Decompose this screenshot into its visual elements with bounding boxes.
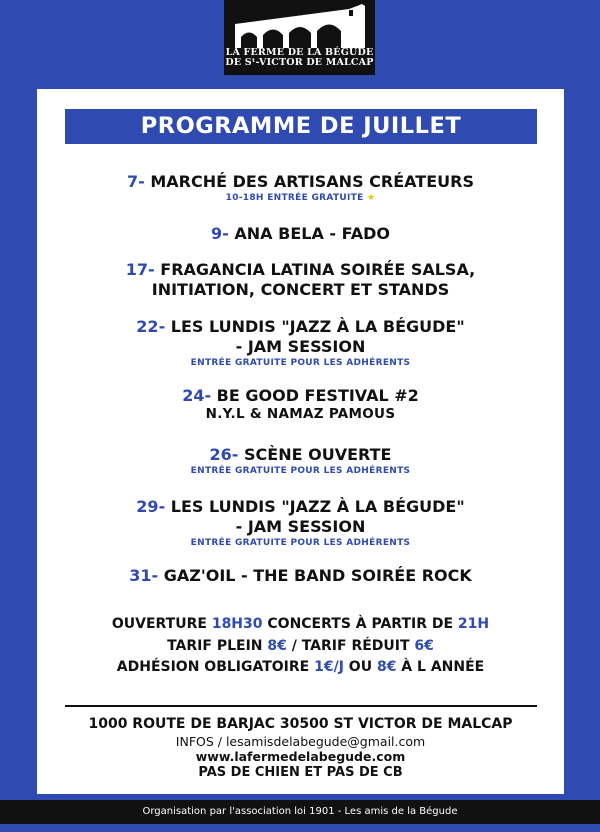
event-item [37, 260, 564, 300]
star-icon: ★ [366, 193, 376, 203]
event-subtitle: ENTRÉE GRATUITE POUR LES ADHÉRENTS [190, 466, 411, 476]
policy-note: PAS DE CHIEN ET PAS DE CB [198, 765, 403, 780]
event-title: GAZ'OIL - THE BAND SOIRÉE ROCK [163, 566, 472, 585]
event-date: 24- [182, 386, 212, 405]
event-item [37, 172, 564, 204]
event-date: 9- [211, 224, 229, 243]
event-subtitle: ENTRÉE GRATUITE POUR LES ADHÉRENTS [190, 358, 411, 368]
email-info[interactable]: INFOS / lesamisdelabegude@gmail.com [175, 734, 426, 749]
divider [65, 705, 537, 707]
event-title: BE GOOD FESTIVAL #2 [216, 386, 419, 405]
footer: Organisation par l'association loi 1901 - Les amis de la Bégude [0, 800, 600, 824]
event-subtitle: ENTRÉE GRATUITE POUR LES ADHÉRENTS [190, 538, 411, 548]
event-date: 7- [127, 172, 145, 191]
event-title: SCÈNE OUVERTE [244, 445, 392, 464]
event-item [37, 445, 564, 477]
event-item [37, 497, 564, 549]
opening-hours: OUVERTURE 18H30 CONCERTS À PARTIR DE 21H [111, 616, 490, 632]
event-item [37, 566, 564, 586]
logo-line-1: LA FERME DE LA BÉGUDE [225, 47, 374, 58]
logo-line-2: DE Sᵗ-VICTOR DE MALCAP [225, 57, 374, 68]
address-block [37, 715, 564, 782]
event-item [37, 224, 564, 244]
event-subtitle: 10-18H ENTRÉE GRATUITE [225, 193, 364, 203]
event-title: FRAGANCIA LATINA SOIRÉE SALSA, [160, 260, 476, 279]
event-item [37, 317, 564, 369]
event-date: 17- [125, 260, 155, 279]
event-title: LES LUNDIS "JAZZ À LA BÉGUDE" [170, 497, 465, 516]
event-title: LES LUNDIS "JAZZ À LA BÉGUDE" [170, 317, 465, 336]
event-title-line-2: - JAM SESSION [235, 337, 366, 356]
membership-info: ADHÉSION OBLIGATOIRE 1€/J OU 8€ À L ANNÉE [116, 659, 485, 675]
event-title: ANA BELA - FADO [234, 224, 390, 243]
ticket-prices: TARIF PLEIN 8€ / TARIF RÉDUIT 6€ [167, 638, 434, 654]
program-card [37, 89, 564, 794]
logo [224, 0, 375, 75]
website-link[interactable]: www.lafermedelabegude.com [195, 749, 406, 764]
event-title-line-2: - JAM SESSION [235, 517, 366, 536]
event-date: 26- [209, 445, 239, 464]
event-item [37, 386, 564, 422]
event-title: MARCHÉ DES ARTISANS CRÉATEURS [150, 172, 474, 191]
street-address: 1000 ROUTE DE BARJAC 30500 ST VICTOR DE MALCAP [88, 716, 513, 732]
event-date: 31- [129, 566, 159, 585]
page-title: PROGRAMME DE JUILLET [65, 109, 537, 144]
event-date: 29- [136, 497, 166, 516]
arches-logo-icon [231, 2, 369, 48]
event-subtitle: N.Y.L & NAMAZ PAMOUS [205, 406, 396, 422]
event-title-line-2: INITIATION, CONCERT ET STANDS [151, 280, 450, 299]
event-date: 22- [136, 317, 166, 336]
